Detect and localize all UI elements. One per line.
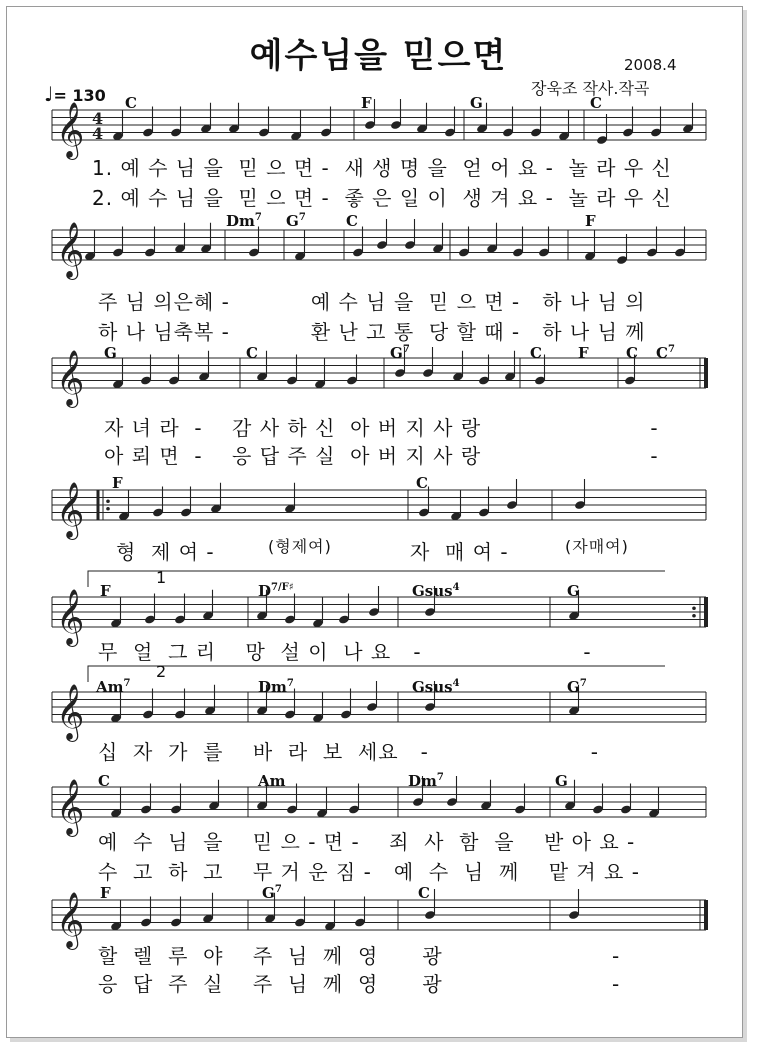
chord-label: $G^7$ [567, 678, 587, 696]
aside-lyric: (자매여) [565, 537, 629, 556]
lyric-line: 응 답 주 실 주 님 께 영 광 - [98, 972, 621, 996]
treble-clef-icon: 𝄞 [56, 482, 85, 538]
chord-label: $C^7$ [656, 344, 675, 362]
lyric-line: 무 얼 그 리 망 설 이 나 요 - - [98, 640, 592, 664]
chord-label: G [470, 94, 483, 112]
chord-label: C [346, 212, 358, 230]
repeat-dot [692, 614, 696, 618]
treble-clef-icon: 𝄞 [56, 350, 85, 406]
chord-label: Dm$^7$ [226, 212, 262, 230]
lyric-line: 십 자 가 를 바 라 보 세요 - - [98, 740, 599, 764]
chord-label: G [567, 582, 580, 600]
tempo-marking [44, 82, 106, 106]
lyric-line: 형 제 여 - [116, 540, 215, 564]
chord-label: C [626, 344, 638, 362]
aside-lyric: (형제여) [268, 537, 332, 556]
lyric-line: 2. 예 수 님 을 믿 으 면 - 좋 은 일 이 생 겨 요 - 놀 라 우 신 [92, 186, 672, 210]
treble-clef-icon: 𝄞 [56, 779, 85, 835]
chord-label: F [112, 474, 123, 492]
chord-label: Gsus$^4$ [412, 678, 460, 696]
time-signature: 4 [92, 109, 104, 128]
treble-clef-icon: 𝄞 [56, 222, 85, 278]
chord-label: C [418, 884, 430, 902]
chord-label: C [125, 94, 137, 112]
lyric-line: 주 님 의은혜 - 예 수 님 을 믿 으 면 - 하 나 님 의 [98, 290, 646, 314]
lyric-line: 아 뢰 면 - 응 답 주 실 아 버 지 사 랑 - [104, 444, 659, 468]
quarter-note-icon: ♩ [44, 82, 54, 106]
chord-label: $G^7$ [262, 884, 282, 902]
chord-label: F [578, 344, 589, 362]
song-title: 예수님을 믿으면 [249, 36, 508, 76]
chord-label: F [585, 212, 596, 230]
lyric-line: 자 녀 라 - 감 사 하 신 아 버 지 사 랑 - [104, 416, 659, 440]
chord-label: F [361, 94, 372, 112]
lyric-line: 1. 예 수 님 을 믿 으 면 - 새 생 명 을 얻 어 요 - 놀 라 우 신 [92, 156, 672, 180]
chord-label: F [100, 582, 111, 600]
chord-label: Am$^7$ [96, 678, 131, 696]
chord-label: Dm$^7$ [408, 772, 444, 790]
chord-label: Dm$^7$ [258, 678, 294, 696]
chord-label: C [530, 344, 542, 362]
volta-number: 2 [156, 662, 167, 681]
chord-label: F [100, 884, 111, 902]
tempo-value: = 130 [53, 86, 106, 105]
time-signature: 4 [92, 124, 104, 143]
date-label: 2008.4 [624, 56, 677, 74]
lyric-line: 예 수 님 을 믿 으 - 면 - 죄 사 함 을 받 아 요 - [98, 830, 636, 854]
chord-label: G [104, 344, 117, 362]
repeat-dot [106, 499, 110, 503]
chord-label: Gsus$^4$ [412, 582, 460, 600]
treble-clef-icon: 𝄞 [56, 589, 85, 645]
chord-label: C [246, 344, 258, 362]
lyric-line: 수 고 하 고 무 거 운 짐 - 예 수 님 께 맡 겨 요 - [98, 860, 640, 884]
chord-label: $G^7$ [286, 212, 306, 230]
chord-label: G [555, 772, 568, 790]
chord-label: C [590, 94, 602, 112]
composer-credit: 장욱조 작사.작곡 [531, 79, 650, 98]
repeat-dot [692, 606, 696, 610]
chord-label: C [98, 772, 110, 790]
treble-clef-icon: 𝄞 [56, 892, 85, 948]
volta-number: 1 [156, 568, 167, 587]
chord-label: Am [258, 772, 286, 790]
treble-clef-icon: 𝄞 [56, 102, 85, 158]
lyric-line: 하 나 님축복 - 환 난 고 통 당 할 때 - 하 나 님 께 [98, 320, 646, 344]
lyric-line: 할 렐 루 야 주 님 께 영 광 - [98, 944, 621, 968]
treble-clef-icon: 𝄞 [56, 684, 85, 740]
chord-label: $G^7$ [390, 344, 410, 362]
chord-label: C [416, 474, 428, 492]
lyric-line: 자 매 여 - [410, 540, 509, 564]
repeat-dot [106, 507, 110, 511]
chord-label: $D^{7/F♯}$ [258, 582, 294, 600]
